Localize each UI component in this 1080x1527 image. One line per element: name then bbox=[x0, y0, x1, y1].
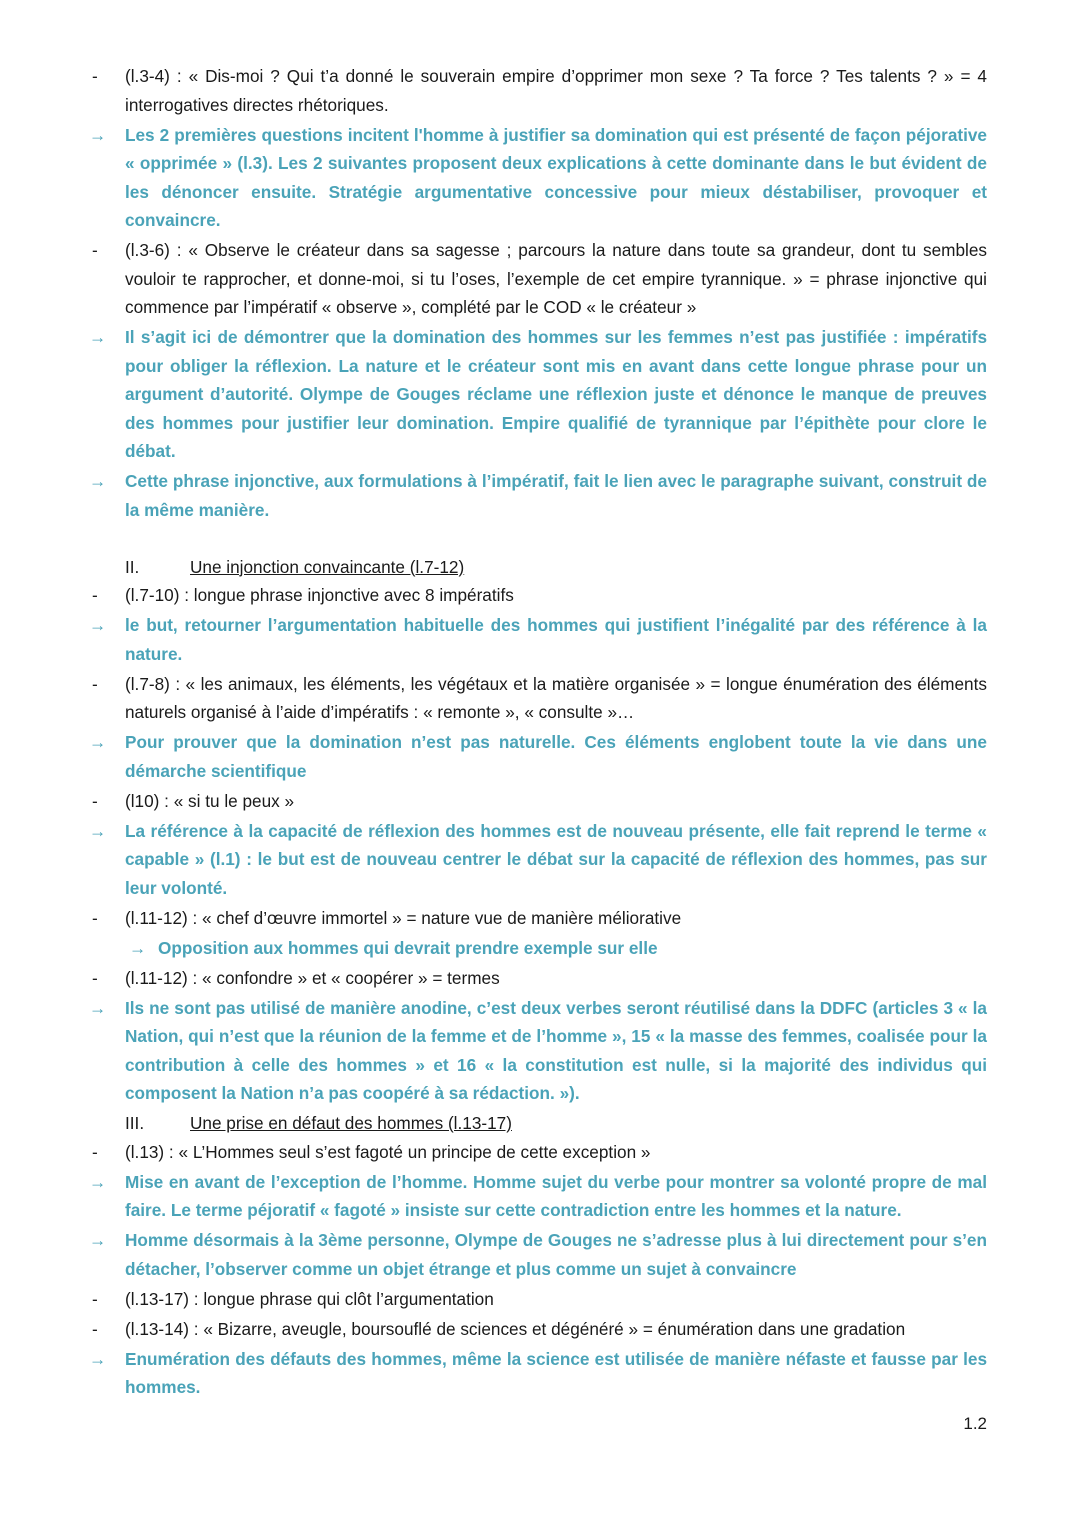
arrow-right-icon: → bbox=[89, 471, 107, 491]
quote-analysis: (l.13) : « L’Hommes seul s’est fagoté un principe de cette exception » bbox=[125, 1141, 651, 1162]
dash-bullet: - bbox=[92, 790, 98, 811]
commentary: Enumération des défauts des hommes, même la science est utilisée de manière néfaste et fausse par les hommes. bbox=[125, 1348, 987, 1397]
list-item bbox=[0, 994, 1080, 1108]
arrow-right-icon: → bbox=[89, 327, 107, 347]
page-number: 1.2 bbox=[963, 1414, 987, 1433]
list-item bbox=[0, 904, 1080, 933]
quote-analysis: (l.7-10) : longue phrase injonctive avec 8 impératifs bbox=[125, 585, 514, 605]
quote-analysis: (l.13-14) : « Bizarre, aveugle, boursouflé de sciences et dégénéré » = énumération dans une gradation bbox=[125, 1318, 906, 1339]
list-item bbox=[0, 1226, 1080, 1283]
section-number: II. bbox=[125, 556, 140, 577]
dash-bullet: - bbox=[92, 907, 98, 928]
arrow-right-icon: → bbox=[89, 732, 107, 752]
arrow-right-icon: → bbox=[89, 997, 107, 1018]
commentary: Mise en avant de l’exception de l’homme. Homme sujet du verbe pour montrer sa volonté propre de mal faire. Le terme péjoratif « fagoté » insiste sur cette contradiction entre les hommes et la nature. bbox=[125, 1171, 987, 1220]
quote-analysis: (l.3-6) : « Observe le créateur dans sa sagesse ; parcours la nature dans toute sa grandeur, dont tu sembles vouloir te rapprocher, et donne-moi, si tu l’oses, l’exemple de cet empire tyrannique. » = phrase injonctive qui commence par l’impératif « observe », complété par le COD « le créateur » bbox=[125, 240, 987, 317]
quote-analysis: (l.7-8) : « les animaux, les éléments, les végétaux et la matière organisée » = longue énumération des éléments naturels organisé à l’aide d’impératifs : « remonte », « consulte »… bbox=[125, 673, 987, 722]
arrow-right-icon: → bbox=[89, 1230, 107, 1250]
arrow-right-icon: → bbox=[89, 615, 107, 635]
list-item bbox=[0, 611, 1080, 668]
commentary: Pour prouver que la domination n’est pas naturelle. Ces éléments englobent toute la vie dans une démarche scientifique bbox=[125, 732, 987, 781]
spacer bbox=[0, 526, 1080, 553]
section-number: III. bbox=[125, 1113, 145, 1133]
list-item bbox=[0, 728, 1080, 785]
list-item bbox=[0, 934, 1080, 963]
commentary: Ils ne sont pas utilisé de manière anodine, c’est deux verbes seront réutilisé dans la DDFC (articles 3 « la Nation, qui n’est que la réunion de la femme et de l’homme », 15 « la masse des femmes, coalisée pour la contribution à celle des hommes » et 16 « la constitution est nulle, si la majorité des individus qui composent la Nation n’a pas coopéré à sa rédaction. »). bbox=[125, 997, 987, 1103]
quote-analysis: (l.11-12) : « confondre » et « coopérer » = termes bbox=[125, 967, 500, 988]
dash-bullet: - bbox=[92, 1288, 98, 1309]
dash-bullet: - bbox=[92, 240, 98, 260]
arrow-right-icon: → bbox=[89, 820, 107, 841]
section-title: Une prise en défaut des hommes (l.13-17) bbox=[190, 1113, 512, 1133]
list-item bbox=[0, 323, 1080, 466]
dash-bullet: - bbox=[92, 66, 98, 86]
commentary: le but, retourner l’argumentation habituelle des hommes qui justifient l’inégalité par des référence à la nature. bbox=[125, 615, 987, 664]
section-heading bbox=[0, 1109, 1080, 1138]
quote-analysis: (l.11-12) : « chef d’œuvre immortel » = nature vue de manière méliorative bbox=[125, 907, 682, 928]
list-item bbox=[0, 236, 1080, 322]
arrow-right-icon: → bbox=[89, 1171, 107, 1192]
dash-bullet: - bbox=[92, 1318, 98, 1339]
list-item bbox=[0, 1138, 1080, 1167]
list-item bbox=[0, 467, 1080, 524]
commentary: Cette phrase injonctive, aux formulations à l’impératif, fait le lien avec le paragraphe suivant, construit de la même manière. bbox=[125, 471, 987, 520]
list-item bbox=[0, 1285, 1080, 1314]
section-heading bbox=[0, 553, 1080, 582]
quote-analysis: (l.3-4) : « Dis-moi ? Qui t’a donné le souverain empire d’opprimer mon sexe ? Ta force ? Tes talents ? » = 4 interrogatives directes rhétoriques. bbox=[125, 66, 987, 115]
quote-analysis: (l.13-17) : longue phrase qui clôt l’argumentation bbox=[125, 1288, 494, 1309]
list-item bbox=[0, 62, 1080, 119]
dash-bullet: - bbox=[92, 1141, 98, 1162]
commentary: Il s’agit ici de démontrer que la domination des hommes sur les femmes n’est pas justifiée : impératifs pour obliger la réflexion. La nature et le créateur sont mis en avant dans cette longue phrase pour un argument d’autorité. Olympe de Gouges réclame une réflexion juste et dénonce le manque de preuves des hommes pour justifier leur domination. Empire qualifié de tyrannique par l’épithète pour clore le débat. bbox=[125, 327, 987, 461]
section-title: Une injonction convaincante (l.7-12) bbox=[190, 556, 465, 577]
list-item bbox=[0, 670, 1080, 727]
list-item bbox=[0, 1345, 1080, 1402]
arrow-right-icon: → bbox=[89, 1348, 107, 1369]
list-item bbox=[0, 581, 1080, 610]
document-page bbox=[0, 62, 1080, 1403]
list-item bbox=[0, 1168, 1080, 1225]
arrow-right-icon: → bbox=[129, 937, 147, 958]
commentary: La référence à la capacité de réflexion des hommes est de nouveau présente, elle fait reprend le terme « capable » (l.1) : le but est de nouveau centrer le débat sur la capacité de réflexion des hommes, pas sur leur volonté. bbox=[125, 820, 987, 898]
list-item bbox=[0, 964, 1080, 993]
arrow-right-icon: → bbox=[89, 124, 107, 145]
list-item bbox=[0, 787, 1080, 816]
list-item bbox=[0, 1315, 1080, 1344]
list-item bbox=[0, 817, 1080, 903]
quote-analysis: (l10) : « si tu le peux » bbox=[125, 790, 295, 811]
dash-bullet: - bbox=[92, 673, 98, 694]
dash-bullet: - bbox=[92, 967, 98, 988]
list-item bbox=[0, 121, 1080, 235]
dash-bullet: - bbox=[92, 585, 98, 605]
commentary: Les 2 premières questions incitent l'homme à justifier sa domination qui est présenté de façon péjorative « opprimée » (l.3). Les 2 suivantes proposent deux explications à cette dominante dans le but évident de les dénoncer ensuite. Stratégie argumentative concessive pour mieux déstabiliser, provoquer et convaincre. bbox=[125, 124, 987, 230]
commentary: Opposition aux hommes qui devrait prendre exemple sur elle bbox=[158, 937, 658, 958]
commentary: Homme désormais à la 3ème personne, Olympe de Gouges ne s’adresse plus à lui directement pour s’en détacher, l’observer comme un objet étrange et plus comme un sujet à convaincre bbox=[125, 1230, 987, 1279]
